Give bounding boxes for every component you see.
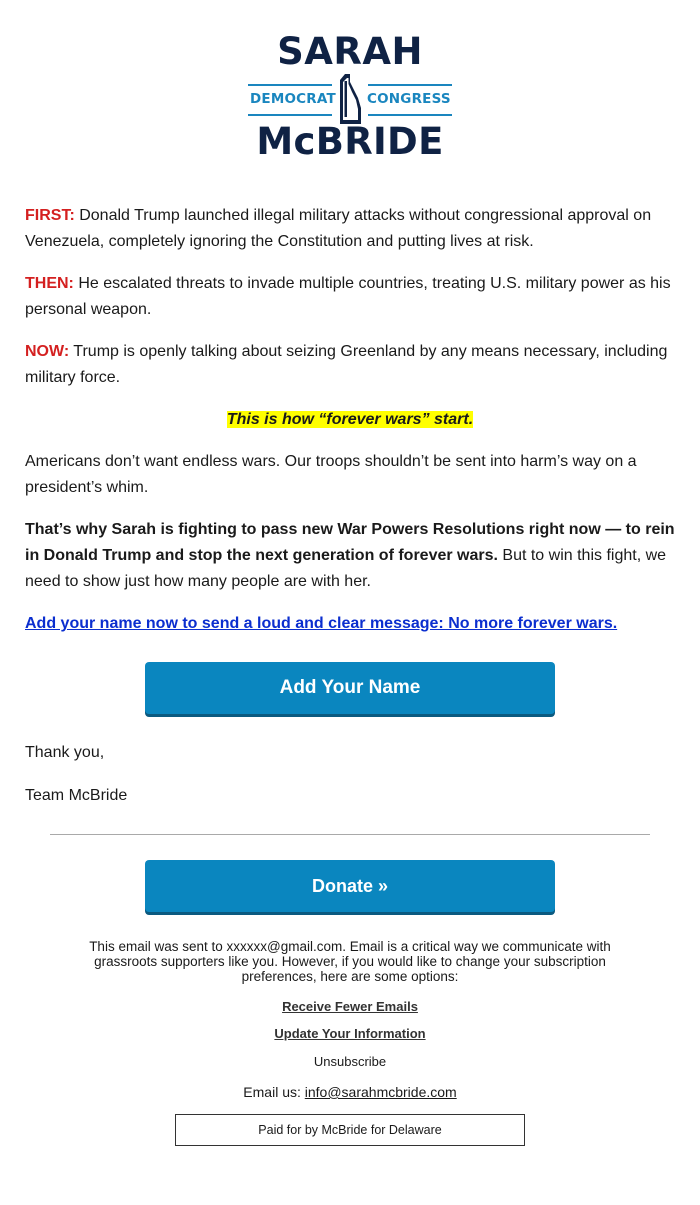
logo-line-left-top: [248, 84, 332, 86]
campaign-logo: [245, 28, 455, 168]
paragraph-first-text: Donald Trump launched illegal military attacks without congressional approval on Venezuela, completely ignoring the Constitution and putting lives at risk.: [25, 207, 652, 250]
label-now: NOW:: [25, 343, 70, 360]
add-name-link[interactable]: Add your name now to send a loud and clear message: No more forever wars.: [25, 615, 618, 632]
email-us-label: Email us:: [243, 1084, 305, 1100]
update-information-text[interactable]: Update Your Information: [274, 1026, 426, 1041]
paragraph-war-powers-text: But to win this fight, we need to show just how many people are with her.: [25, 547, 667, 590]
signoff-team: Team McBride: [25, 787, 128, 804]
logo-band: [248, 78, 452, 122]
paragraph-war-powers: [25, 517, 675, 595]
paragraph-americans: Americans don’t want endless wars. Our troops shouldn’t be sent into harm’s way on a president’s whim.: [25, 453, 637, 496]
logo-line-left-bottom: [248, 114, 332, 116]
logo-last-name: McBRIDE: [256, 120, 444, 163]
highlight-line: [25, 407, 675, 433]
footer-notice: This email was sent to xxxxxx@gmail.com. Email is a critical way we communicate with grassroots supporters like you. However, if you would like to change your subscription preferences, here are some options:: [89, 939, 611, 984]
paid-for-disclaimer: Paid for by McBride for Delaware: [175, 1114, 525, 1146]
logo-first-name: SARAH: [277, 30, 423, 73]
highlighted-text: This is how “forever wars” start.: [226, 411, 474, 428]
donate-button[interactable]: Donate »: [145, 860, 555, 912]
logo-line-right-top: [368, 84, 452, 86]
unsubscribe-text[interactable]: Unsubscribe: [313, 1054, 387, 1069]
add-your-name-button[interactable]: Add Your Name: [145, 662, 555, 714]
paragraph-first: [25, 203, 675, 255]
receive-fewer-emails-text[interactable]: Receive Fewer Emails: [282, 999, 418, 1014]
paragraph-now-text: Trump is openly talking about seizing Greenland by any means necessary, including military force.: [25, 343, 668, 386]
unsubscribe-link: [0, 1054, 700, 1070]
email-us-line: [0, 1084, 700, 1100]
paragraph-then: [25, 271, 675, 323]
logo-line-right-bottom: [368, 114, 452, 116]
paragraph-war-powers-bold: That’s why Sarah is fighting to pass new War Powers Resolutions right now — to rein in Donald Trump and stop the next generation of forever wars.: [25, 521, 675, 564]
receive-fewer-emails-link: [0, 999, 700, 1015]
email-address-link[interactable]: info@sarahmcbride.com: [304, 1084, 457, 1100]
paragraph-then-text: He escalated threats to invade multiple countries, treating U.S. military power as his personal weapon.: [25, 275, 671, 318]
logo-congress-word: CONGRESS: [367, 91, 451, 107]
signoff-thanks: Thank you,: [25, 744, 105, 761]
logo-democrat-word: DEMOCRAT: [250, 91, 336, 107]
paragraph-now: [25, 339, 675, 391]
update-information-link: [0, 1026, 700, 1042]
label-first: FIRST:: [25, 207, 75, 224]
cta-link-line: [25, 611, 675, 637]
label-then: THEN:: [25, 275, 74, 292]
email-body: [25, 203, 675, 637]
divider: [50, 834, 650, 835]
